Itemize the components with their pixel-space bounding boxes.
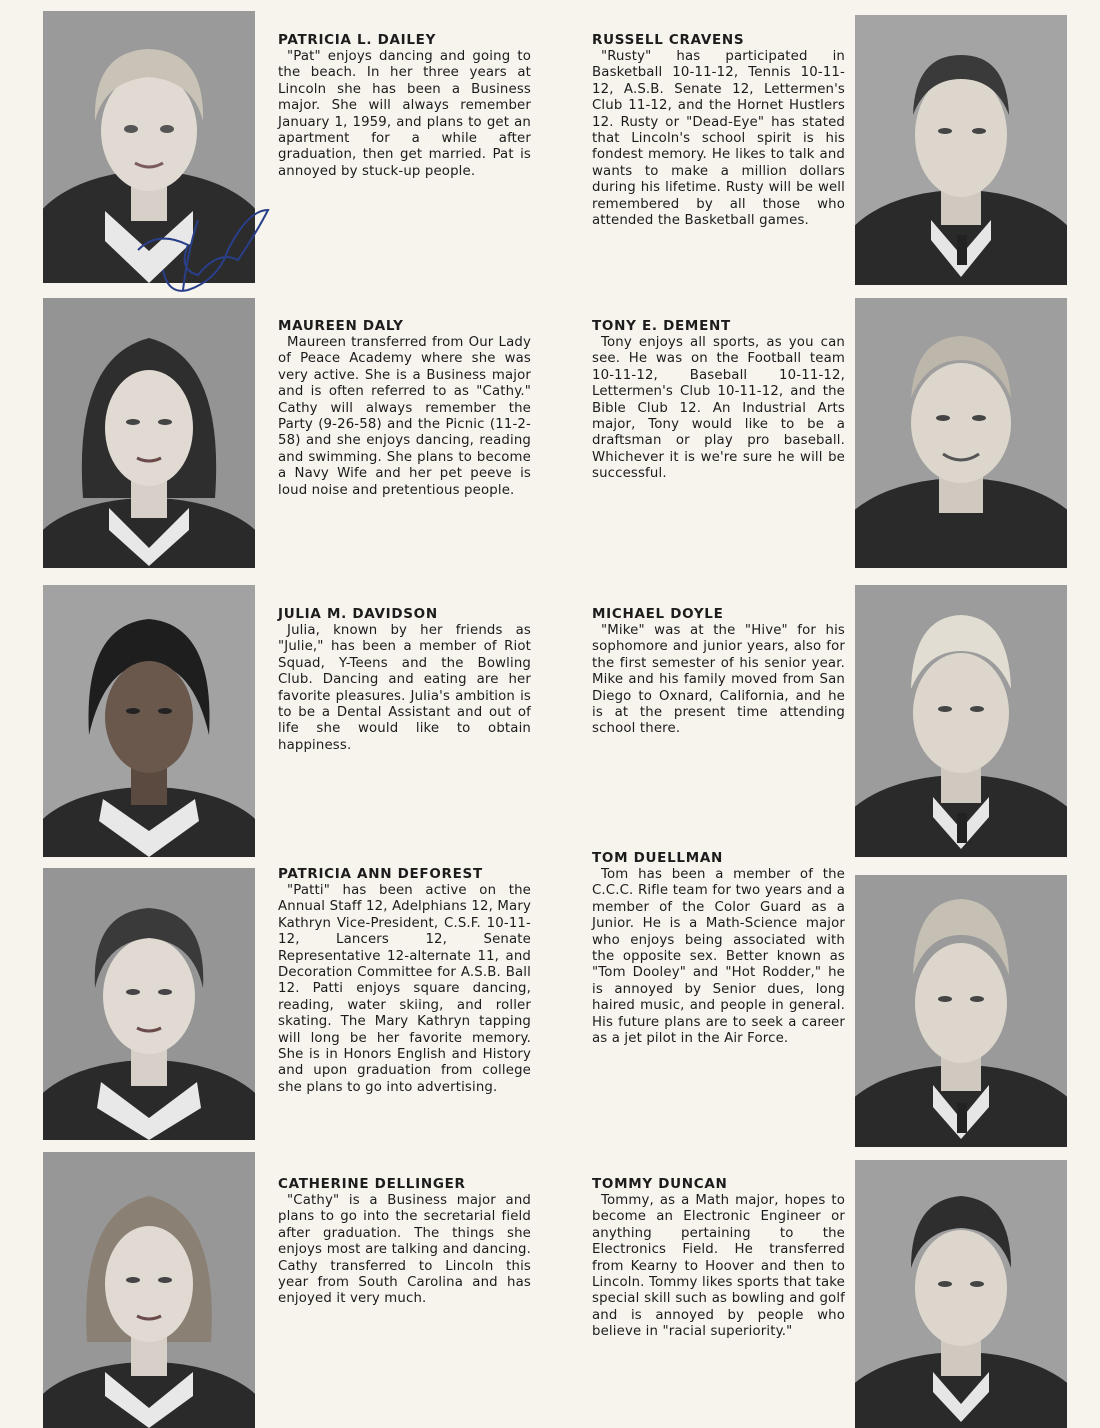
portrait-photo-michael-doyle [855, 585, 1067, 857]
handwritten-signature [128, 190, 278, 305]
student-name: PATRICIA L. DAILEY [278, 32, 437, 48]
student-name: TOMMY DUNCAN [592, 1176, 728, 1192]
student-bio-julia-davidson [278, 606, 531, 754]
student-bio-russell-cravens [592, 32, 845, 229]
portrait-photo-russell-cravens [855, 15, 1067, 285]
student-description: "Pat" enjoys dancing and going to the beach. In her three years at Lincoln she has been a Business major. She will always remember January 1, 1959, and plans to get an apartment for a while after graduation, then get married. Pat is annoyed by stuck-up people. [278, 49, 531, 179]
student-name: MAUREEN DALY [278, 318, 404, 334]
student-description: Tony enjoys all sports, as you can see. He was on the Football team 10-11-12, Baseball 10-11-12, Lettermen's Club 10-11-12, and the Bible Club 12. An Industrial Arts major, Tony would like to be a draftsman or play pro baseball. Whichever it is we're sure he will be successful. [592, 335, 845, 482]
student-description: Maureen transferred from Our Lady of Peace Academy where she was very active. She is a Business major and is often referred to as "Cathy." Cathy will always remember the Party (9-26-58) and the Picnic (11-2-58) and she enjoys dancing, reading and swimming. She plans to become a Navy Wife and her pet peeve is loud noise and pretentious people. [278, 335, 531, 498]
student-description: Tom has been a member of the C.C.C. Rifle team for two years and a member of the Color Guard as a Junior. He is a Math-Science major who enjoys being associated with the opposite sex. Better known as "Tom Dooley" and "Hot Rodder," he is annoyed by Senior dues, long haired music, and people in general. His future plans are to seek a career as a jet pilot in the Air Force. [592, 867, 845, 1047]
student-bio-patricia-deforest [278, 866, 531, 1096]
student-name: TOM DUELLMAN [592, 850, 723, 866]
student-description: "Cathy" is a Business major and plans to go into the secretarial field after graduation. The things she enjoys most are talking and dancing. Cathy transferred to Lincoln this year from South Carolina and has enjoyed it very much. [278, 1193, 531, 1307]
portrait-photo-tommy-duncan [855, 1160, 1067, 1428]
student-bio-catherine-dellinger [278, 1176, 531, 1308]
student-description: "Rusty" has participated in Basketball 10-11-12, Tennis 10-11-12, A.S.B. Senate 12, Lettermen's Club 11-12, and the Hornet Hustlers 12. Rusty or "Dead-Eye" has stated that Lincoln's school spirit is his fondest memory. He likes to talk and wants to make a million dollars during his lifetime. Rusty will be well remembered by all those who attended the Basketball games. [592, 49, 845, 229]
portrait-photo-tom-duellman [855, 875, 1067, 1147]
student-description: Tommy, as a Math major, hopes to become an Electronic Engineer or anything pertaining to the Electronics Field. He transferred from Kearny to Hoover and then to Lincoln. Tommy likes sports that take special skill such as bowling and golf and is annoyed by people who believe in "racial superiority." [592, 1193, 845, 1340]
portrait-photo-maureen-daly [43, 298, 255, 568]
student-name: RUSSELL CRAVENS [592, 32, 745, 48]
student-bio-tom-duellman [592, 850, 845, 1047]
student-name: TONY E. DEMENT [592, 318, 731, 334]
portrait-photo-patricia-deforest [43, 868, 255, 1140]
portrait-photo-catherine-dellinger [43, 1152, 255, 1428]
student-description: "Patti" has been active on the Annual Staff 12, Adelphians 12, Mary Kathryn Vice-President, C.S.F. 10-11-12, Lancers 12, Senate Representative 12-alternate 11, and Decoration Committee for A.S.B. Ball 12. Patti enjoys square dancing, reading, water skiing, and roller skating. The Mary Kathryn tapping will long be her favorite memory. She is in Honors English and History and upon graduation from college she plans to go into advertising. [278, 883, 531, 1095]
portrait-photo-tony-dement [855, 298, 1067, 568]
portrait-photo-julia-davidson [43, 585, 255, 857]
student-name: PATRICIA ANN DEFOREST [278, 866, 483, 882]
student-bio-maureen-daly [278, 318, 531, 499]
student-bio-patricia-dailey [278, 32, 531, 180]
student-bio-tommy-duncan [592, 1176, 845, 1341]
student-bio-michael-doyle [592, 606, 845, 738]
student-description: Julia, known by her friends as "Julie," has been a member of Riot Squad, Y-Teens and the Bowling Club. Dancing and eating are her favorite pleasures. Julia's ambition is to be a Dental Assistant and out of life she would like to obtain happiness. [278, 623, 531, 753]
student-name: CATHERINE DELLINGER [278, 1176, 466, 1192]
student-name: MICHAEL DOYLE [592, 606, 724, 622]
student-description: "Mike" was at the "Hive" for his sophomore and junior years, also for the first semester of his senior year. Mike and his family moved from San Diego to Oxnard, California, and he is at the present time attending school there. [592, 623, 845, 737]
student-name: JULIA M. DAVIDSON [278, 606, 438, 622]
student-bio-tony-dement [592, 318, 845, 483]
